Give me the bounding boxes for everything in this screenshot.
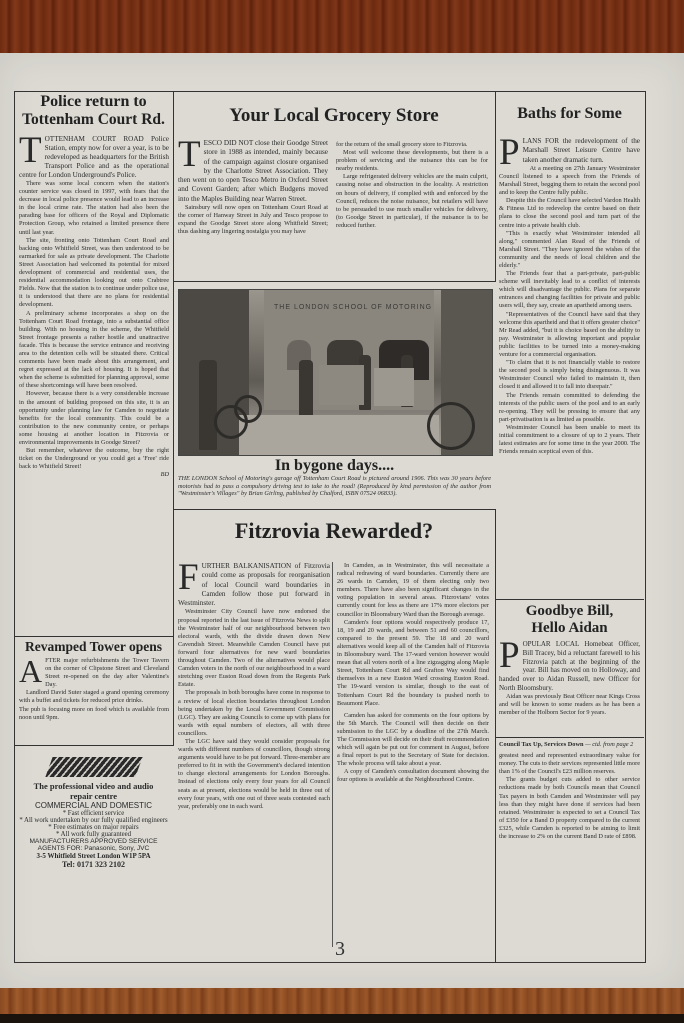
paragraph: FTER major refurbishments the Tower Tavern on the corner of Clipstone Street and Cleveland Street re-opened on the day after Valentine's Day. bbox=[45, 657, 169, 689]
drop-cap: P bbox=[499, 635, 520, 676]
goodbye-headline-1: Goodbye Bill, bbox=[525, 603, 614, 619]
police-headline-1: Police return to bbox=[40, 93, 147, 110]
paragraph: Camden's four options would respectively produce 17, 18, 19 and 20 wards, and between 51 and 60 councillors, compared to the present 59. The 18 and 20 ward alternatives would keep all of the Camden half of Fitzrovia in Bloomsbury ward. The 17-ward version however would mean that all voters north of a line zigzagging along Maple Street, Tottenham Court Rd and Grafton Way would find themselves in a new Euston Ward crossing Euston Road. The 19-ward version is similar, though to the east of Tottenham Court Rd the boundary is pushed north to Beaumont Place. bbox=[337, 618, 489, 707]
newspaper-page bbox=[0, 53, 684, 988]
fitzrovia-article bbox=[173, 509, 496, 962]
baths-article bbox=[495, 91, 644, 599]
wood-table-top bbox=[0, 0, 684, 58]
paragraph: The Friends remain committed to defending the interests of the public users of the pool and to an early re-opening. They will be pressing to ensure that any part-privatisation is as limited as possible. bbox=[499, 391, 640, 423]
paragraph: OTTENHAM COURT ROAD Police Station, empty now for over a year, is to be redeveloped as headquarters for the British Transport Police and as the operational centre for London Underground's Police. bbox=[19, 135, 169, 179]
goodbye-headline-2: Hello Aidan bbox=[531, 620, 608, 636]
paragraph: for the return of the small grocery store to Fitzrovia. bbox=[336, 141, 468, 148]
paragraph: A copy of Camden's consultation document showing the four options is available at the Neighbourhood Centre. bbox=[337, 768, 489, 784]
paragraph: "Representatives of the Council have said that they welcome this apartheid and that it offers greater choice" Mr Read added, "but it is choice based on the ability to pay. Westminster is allowing important and popular public facilities to be turned into a money-making venture for a commercial organisation. bbox=[499, 310, 640, 359]
wheel bbox=[427, 402, 475, 450]
paragraph: URTHER BALKANISATION of Fitzrovia could come as proposals for reorganisation of local Council ward boundaries in Camden follow those put forward in Westminster. bbox=[178, 562, 330, 608]
advert-line2: repair centre bbox=[70, 791, 117, 801]
police-headline-2: Tottenham Court Rd. bbox=[22, 111, 165, 128]
car bbox=[374, 368, 414, 406]
drop-cap: F bbox=[178, 557, 199, 598]
advert-bullet: * Free estimates on major repairs bbox=[48, 824, 139, 831]
column-divider bbox=[332, 562, 333, 947]
bygone-caption-block bbox=[178, 455, 491, 498]
drop-cap: T bbox=[178, 134, 201, 175]
paragraph: Landlord David Suter staged a grand opening ceremony with a buffet and tickets for reduced price drinks. bbox=[19, 689, 169, 705]
photo-sign-text: THE LONDON SCHOOL OF MOTORING bbox=[274, 304, 433, 311]
continued-note: — ctd. from page 2 bbox=[585, 741, 634, 748]
council-tax-article bbox=[499, 741, 640, 841]
goodbye-article bbox=[495, 599, 644, 738]
advert-bullet: * Fast efficient service bbox=[62, 810, 125, 817]
paragraph: A preliminary scheme incorporates a shop on the Tottenham Court Road frontage, into a substantial office building. With no housing in the scheme, the Whitfield Street frontage presents a rather hostile and unattractive facade. This is because the service entrance and receiving area to the detention cells will be situated there. Critical comments have been made about this arrangement, and regret expressed at the lack of housing. It is hoped that when the scheme is submitted for planning approval, some of these shortcomings will have been resolved. bbox=[19, 309, 169, 390]
paragraph: The LGC have said they would consider proposals for wards with different numbers of councillors, though strong arguments would have to be put forward. Three-member are preferred to fit in with the Government's declared intention to change electoral arrangements for London Boroughs. Instead of elections only every four years for all Council seats as at present, elections would be held in three out of every four years, with one out of three seats contested each year, preferably one in each ward. bbox=[178, 737, 330, 810]
paragraph: The pub is focusing more on food which is available from noon until 9pm. bbox=[19, 705, 169, 721]
byline: BD bbox=[160, 471, 169, 479]
paragraph: LANS FOR the redevelopment of the Marshall Street Leisure Centre have taken another dramatic turn. bbox=[522, 137, 640, 164]
paragraph: Aidan was previously Beat Officer near Kings Cross and will be known to some readers as he has been a member of the Holborn Sector for 9 years. bbox=[499, 692, 640, 716]
paragraph: Despite this the Council have selected Vardon Health & Fitness Ltd to redevelop the centre based on their plans to close the second pool and turn part of the centre into a private health club. bbox=[499, 197, 641, 229]
ground bbox=[239, 415, 439, 455]
paragraph: greatest need and represented extraordinary value for money. The cuts to their services represented little more than 1% of the Council's £23 million reserves. bbox=[499, 752, 640, 776]
advert-line5: AGENTS FOR: Panasonic, Sony, JVC bbox=[37, 845, 150, 852]
car bbox=[319, 365, 364, 405]
drop-cap: P bbox=[499, 132, 520, 173]
paragraph: However, because there is a very considerable increase in the amount of building proposed on this site, it is an opportunity under planning law for Camden to negotiate benefits for the local community. This could be a contribution to the new community centre, or perhaps some housing at another location in Fitzrovia or environmental improvements in Goodge Street? bbox=[19, 390, 169, 446]
paragraph: ESCO DID NOT close their Goodge Street store in 1988 as intended, mainly because of the campaign against closure organised by the Charlotte Street Association. They then went on to open Tesco Metro in Oxford Street and Covent Garden; after which Budgens moved into the Maples Building near Warren Street. bbox=[178, 139, 328, 203]
advert-address: 3-5 Whitfield Street London W1P 5PA bbox=[36, 852, 151, 860]
drop-cap: T bbox=[19, 130, 42, 171]
figure bbox=[299, 360, 313, 420]
baths-headline: Baths for Some bbox=[517, 105, 622, 122]
wheel bbox=[234, 395, 262, 423]
paragraph: In Camden, as in Westminster, this will necessitate a radical redrawing of ward boundaries. Currently there are 26 wards in Camden, 19 of them electing only two members. There have also been significant changes in the voting population in several areas. Fitzrovians' votes currently count for less as there are 17% more electors per councillor in Bloomsbury Ward than the Borough average. bbox=[337, 562, 489, 618]
paragraph: Westminster City Council have now endorsed the proposal reported in the last issue of Fitzrovia News to split the Westminster half of our neighbourhood between two electoral wards, with the divide drawn down New Cavendish Street. Meanwhile Camden Council have put forward four alternatives for new ward boundaries throughout Camden. Two of the alternatives would place Camden voters in the north of our neighbourhood in a ward stretching over Euston Road down from the Regents Park Estate. bbox=[178, 608, 330, 689]
paragraph: But remember, whatever the outcome, buy the right ticket on the Underground or you could get a 'Free' ride back to Whitfield Street! bbox=[19, 447, 169, 471]
paragraph: The proposals in both boroughs have come in response to a review of local election boundaries throughout London being undertaken by the Local Government Commission (LGC). They are asking Councils to come up with plans for wards with equal numbers of electors, all with three councillors. bbox=[178, 689, 330, 737]
police-article bbox=[14, 91, 174, 636]
advert-line1: The professional video and audio bbox=[33, 781, 154, 791]
paragraph: Sainsbury will now open on Tottenham Court Road at the corner of Hanway Street in July and Tesco propose to expand the Goodge Street store along Whitfield Street; thus dashing any lingering nostalgia you may have bbox=[178, 204, 328, 236]
advert-line4: MANUFACTURERS APPROVED SERVICE bbox=[29, 838, 158, 845]
paragraph: Westminster Council has been unable to meet its initial commitment to a closure of up to 2 years. Their latest estimates are for some time in the year 2000. The Friends remain sceptical even of this. bbox=[499, 423, 640, 456]
page-number: 3 bbox=[335, 938, 345, 960]
tower-headline: Revamped Tower opens bbox=[24, 639, 163, 654]
paragraph: OPULAR LOCAL Homebeat Officer, Bill Tracey, bid a reluctant farewell to his Fitzrovia patch at the beginning of the year. Bill has moved on to Holloway, and handed over to Aidan Russell, new Officer for North Bloomsbury. bbox=[499, 640, 640, 692]
drop-cap: A bbox=[19, 653, 43, 689]
paragraph: At a meeting on 27th January Westminster Council listened to a speech from the Friends of Marshall Street, begging them to retain the second pool and to keep the Centre fully public. bbox=[499, 164, 640, 197]
advert-bullet: * All work undertaken by our fully qualified engineers bbox=[19, 817, 168, 824]
paragraph: Camden has asked for comments on the four options by the 5th March. The Council will then decide on their submission to the LGC by a deadline of the 27th March. The Commission will decide on their draft recommendation which will again be put out for comment in August, before a final report is put to the Secretary of State for decision. The whole process will take about a year. bbox=[337, 711, 489, 768]
bygone-headline: In bygone days.... bbox=[274, 457, 395, 474]
council-tax-headline: Council Tax Up, Services Down bbox=[499, 741, 584, 748]
grocery-article bbox=[173, 91, 496, 282]
paragraph: The site, fronting onto Tottenham Court Road and backing onto Whitfield Street, was then understood to be earmarked for sale as private development. The Charlotte Street Association had welcomed its potential for mixed development of commercial and residential uses, the residential accommodation looking out onto Crabtree Fields. Now that the station is to continue under police use, it is understood that there are no plans for residential development. bbox=[19, 236, 169, 309]
paragraph: Large refrigerated delivery vehicles are the main culprit, causing noise and obstruction in the locality. A restriction on hours of delivery, if complied with and enforced by the Council, reduces the noise nuisance, but retailers will have to be persuaded to use much smaller vehicles for delivery, (to Goodge Street in particular), if the nuisance is to be reduced further. bbox=[336, 173, 488, 229]
paragraph: There was some local concern when the station's counter service was closed in 1997, with fears that the decrease in local police presence would lead to an increase in the local crime rate. The station had also been the parading base for officers of the Royal and Diplomatic Protection Group, who retained a limited presence there until last year. bbox=[19, 180, 169, 236]
paragraph: The grants budget cuts added to other service reductions made by both Councils mean that Council Tax payers in both Camden and Westminster will pay less than they might have done if services had been retained. Westminster is expected to set a Council Tax of £350 for a Band D property compared to the current £325, while Camden is reported to be aiming to limit the increase to 2% on the current Band D rate of £898. bbox=[499, 776, 640, 841]
grocery-headline: Your Local Grocery Store bbox=[229, 105, 439, 126]
bygone-photo bbox=[178, 289, 493, 456]
paragraph: "To claim that it is not financially viable to restore the second pool is simply being disingenuous. It was Westminster Council who failed to maintain it, then closed it and allowed it to fall into disrepair." bbox=[499, 359, 640, 391]
figure bbox=[199, 360, 217, 450]
advert-tel: Tel: 0171 323 2102 bbox=[61, 860, 126, 869]
advert-bullet: * All work fully guaranteed bbox=[55, 831, 132, 838]
paragraph: "This is exactly what Westminster intended all along," commented Alan Read of the Friends of Marshall Street. "They have ignored the wishes of the community and the needs of local children and the elderly." bbox=[499, 229, 640, 270]
tower-article bbox=[14, 636, 174, 746]
video-repair-advert bbox=[16, 753, 171, 869]
wood-table-bottom bbox=[0, 986, 684, 1023]
fitzrovia-headline: Fitzrovia Rewarded? bbox=[234, 518, 434, 543]
paragraph: Most will welcome these developments, but there is a problem of servicing and the nuisance this can be for nearby residents. bbox=[336, 149, 488, 173]
bygone-caption: THE LONDON School of Motoring's garage off Tottenham Court Road is pictured around 1906. This was 30 years before motorists had to pass a compulsory driving test to take to the road! (Reproduced by kind permission of the author from "Westminster's Villages" by Brian Girling, published by Chalford, ISBN 07524 06833). bbox=[178, 475, 491, 498]
advert-line3: COMMERCIAL AND DOMESTIC bbox=[34, 801, 153, 810]
paragraph: The Friends fear that a part-private, part-public scheme will inevitably lead to a conflict of interests which will disadvantage the public. Plans for separate entrances and changing facilities for private and public users will, they say, create an apartheid among users. bbox=[499, 270, 640, 310]
video-logo-icon bbox=[45, 757, 142, 777]
